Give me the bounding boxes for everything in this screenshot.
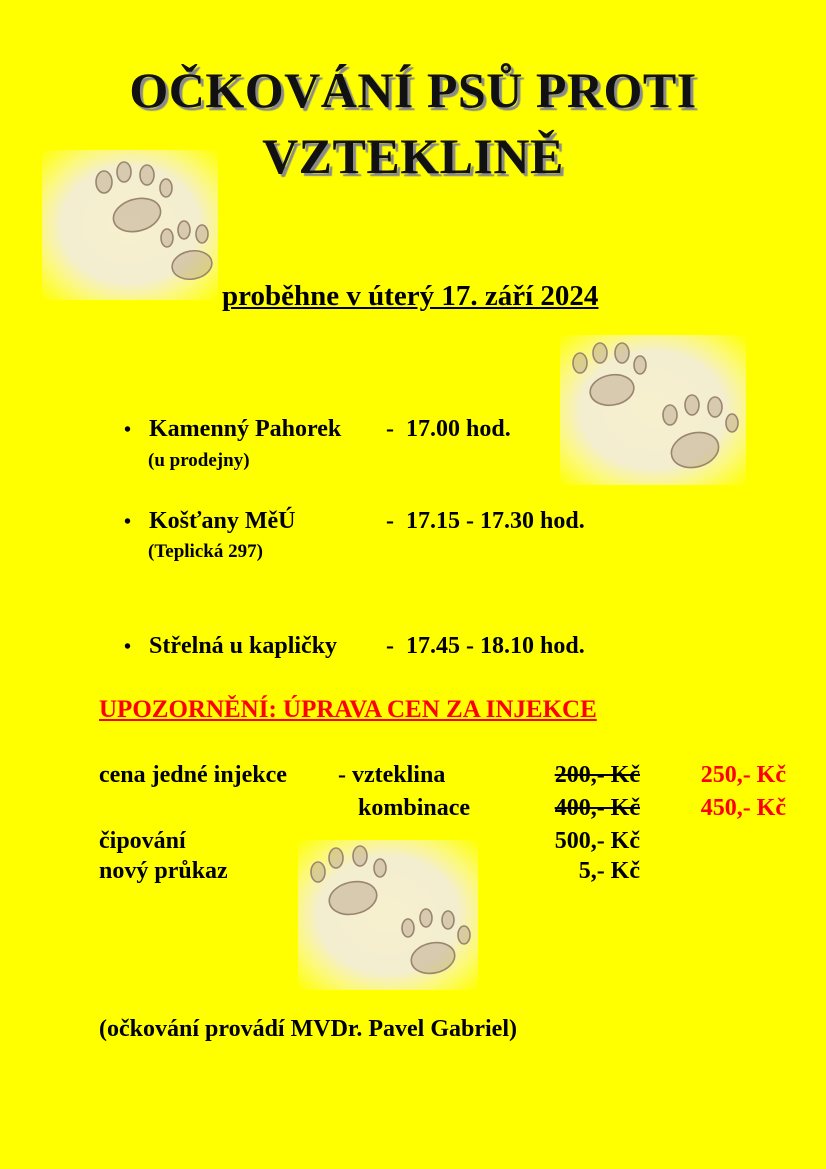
bullet-icon: •	[124, 419, 132, 441]
price-label: čipování	[99, 828, 186, 854]
price-value: 500,- Kč	[554, 828, 640, 854]
new-price: 450,- Kč	[700, 795, 786, 821]
event-date: proběhne v úterý 17. září 2024	[222, 280, 599, 312]
location-time	[386, 416, 511, 443]
paw-prints-icon	[42, 150, 218, 300]
price-type: kombinace	[358, 795, 471, 821]
price-value: 5,- Kč	[578, 858, 640, 884]
paw-prints-icon	[560, 335, 746, 485]
price-warning: UPOZORNĚNÍ: ÚPRAVA CEN ZA INJEKCE	[99, 696, 597, 723]
location-note: (u prodejny)	[148, 450, 250, 471]
location-time-value: 17.45 - 18.10 hod.	[406, 633, 585, 659]
location-time-value: 17.00 hod.	[406, 416, 511, 442]
new-price: 250,- Kč	[700, 762, 786, 788]
location-place: Střelná u kapličky	[149, 633, 338, 659]
location-place: Kamenný Pahorek	[149, 416, 342, 442]
vet-credit: (očkování provádí MVDr. Pavel Gabriel)	[99, 1016, 517, 1042]
price-label: cena jedné injekce	[99, 762, 287, 788]
location-time-value: 17.15 - 17.30 hod.	[406, 508, 585, 534]
location-time	[386, 633, 585, 660]
location-dash: -	[386, 633, 394, 659]
location-place: Košťany MěÚ	[149, 508, 296, 534]
location-dash: -	[386, 416, 394, 442]
title-line-1: OČKOVÁNÍ PSŮ PROTI	[129, 62, 697, 118]
location-item	[124, 633, 337, 660]
paw-prints-icon	[298, 840, 478, 990]
bullet-icon: •	[124, 636, 132, 658]
old-price: 400,- Kč	[554, 795, 640, 821]
location-item	[124, 508, 296, 535]
price-label: nový průkaz	[99, 858, 228, 884]
location-dash: -	[386, 508, 394, 534]
bullet-icon: •	[124, 511, 132, 533]
location-note: (Teplická 297)	[148, 541, 263, 562]
old-price: 200,- Kč	[554, 762, 640, 788]
price-type: - vzteklina	[338, 762, 446, 788]
title-line-2: VZTEKLINĚ	[262, 128, 564, 184]
location-item	[124, 416, 341, 443]
location-time	[386, 508, 585, 535]
